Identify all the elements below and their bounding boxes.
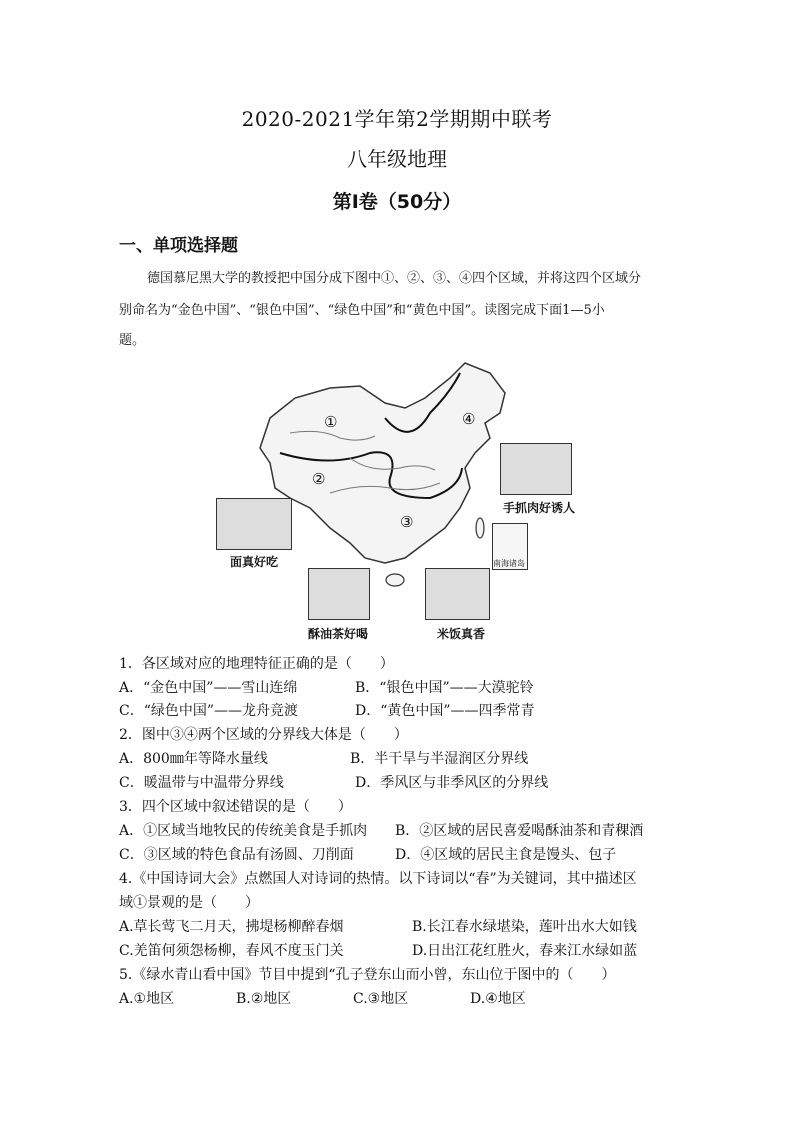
region-2-label: ② xyxy=(312,470,326,488)
intro-line-1: 德国慕尼黑大学的教授把中国分成下图中①、②、③、④四个区域，并将这四个区域分 xyxy=(147,271,642,286)
q1-option-d: D．“黄色中国”——四季常青 xyxy=(355,703,535,719)
question-3-stem: 3．四个区域中叙述错误的是（ ） xyxy=(119,799,352,815)
tea-caption: 酥油茶好喝 xyxy=(308,627,369,641)
q3-option-d: D．④区域的居民主食是馒头、包子 xyxy=(395,847,617,863)
q2-option-a: A．800㎜年等降水量线 xyxy=(119,751,268,767)
volume-title: 第Ⅰ卷（50分） xyxy=(332,191,462,213)
q1-option-b: B．“银色中国”——大漠驼铃 xyxy=(355,680,534,696)
question-4-stem: 4.《中国诗词大会》点燃国人对诗词的热情。以下诗词以“春”为关键词，其中描述区 xyxy=(119,871,637,887)
q3-option-b: B．②区域的居民喜爱喝酥油茶和青稞酒 xyxy=(395,823,644,839)
question-5-stem: 5.《绿水青山看中国》节目中提到“孔子登东山而小曾，东山位于图中的（ ） xyxy=(119,967,616,983)
china-map-figure xyxy=(200,358,600,648)
section-title: 一、单项选择题 xyxy=(119,236,238,256)
q4-option-b: B.长江春水绿堪染，莲叶出水大如钱 xyxy=(412,919,637,935)
question-1-stem: 1．各区域对应的地理特征正确的是（ ） xyxy=(119,656,394,672)
rice-caption: 米饭真香 xyxy=(437,627,486,641)
q2-option-d: D．季风区与非季风区的分界线 xyxy=(355,775,549,791)
region-4-label: ④ xyxy=(462,410,476,428)
noodles-caption: 面真好吃 xyxy=(230,555,279,569)
q1-option-c: C．“绿色中国”——龙舟竞渡 xyxy=(119,703,299,719)
intro-line-3: 题。 xyxy=(119,333,146,348)
q5-option-d: D.④地区 xyxy=(470,991,526,1007)
intro-line-2: 别命名为“金色中国”、“银色中国”、“绿色中国”和“黄色中国”。读图完成下面1—5小 xyxy=(119,303,605,318)
exam-title: 2020-2021学年第2学期期中联考 xyxy=(241,107,553,131)
q1-option-a: A．“金色中国”——雪山连绵 xyxy=(119,680,298,696)
meat-picture xyxy=(500,443,572,495)
rice-picture xyxy=(425,568,490,620)
subject-title: 八年级地理 xyxy=(347,147,447,171)
q2-option-b: B．半干旱与半湿润区分界线 xyxy=(350,751,529,767)
q3-option-c: C．③区域的特色食品有汤圆、刀削面 xyxy=(119,847,354,863)
q4-option-a: A.草长莺飞二月天，拂堤杨柳醉春烟 xyxy=(119,919,344,935)
islands-caption: 南海诸岛 xyxy=(493,559,525,568)
q5-option-b: B.②地区 xyxy=(236,991,292,1007)
noodles-picture xyxy=(216,498,292,550)
q3-option-a: A．①区域当地牧民的传统美食是手抓肉 xyxy=(119,823,368,839)
meat-caption: 手抓肉好诱人 xyxy=(503,501,576,515)
q5-option-a: A.①地区 xyxy=(119,991,175,1007)
question-2-stem: 2．图中③④两个区域的分界线大体是（ ） xyxy=(119,727,408,743)
tea-picture xyxy=(308,568,370,620)
region-1-label: ① xyxy=(324,413,338,431)
q4-option-d: D.日出江花红胜火，春来江水绿如蓝 xyxy=(412,943,638,959)
q4-option-c: C.羌笛何须怨杨柳，春风不度玉门关 xyxy=(119,943,344,959)
q5-option-c: C.③地区 xyxy=(353,991,409,1007)
q2-option-c: C．暖温带与中温带分界线 xyxy=(119,775,284,791)
region-3-label: ③ xyxy=(400,513,414,531)
question-4-stem-cont: 域①景观的是（ ） xyxy=(119,895,259,911)
